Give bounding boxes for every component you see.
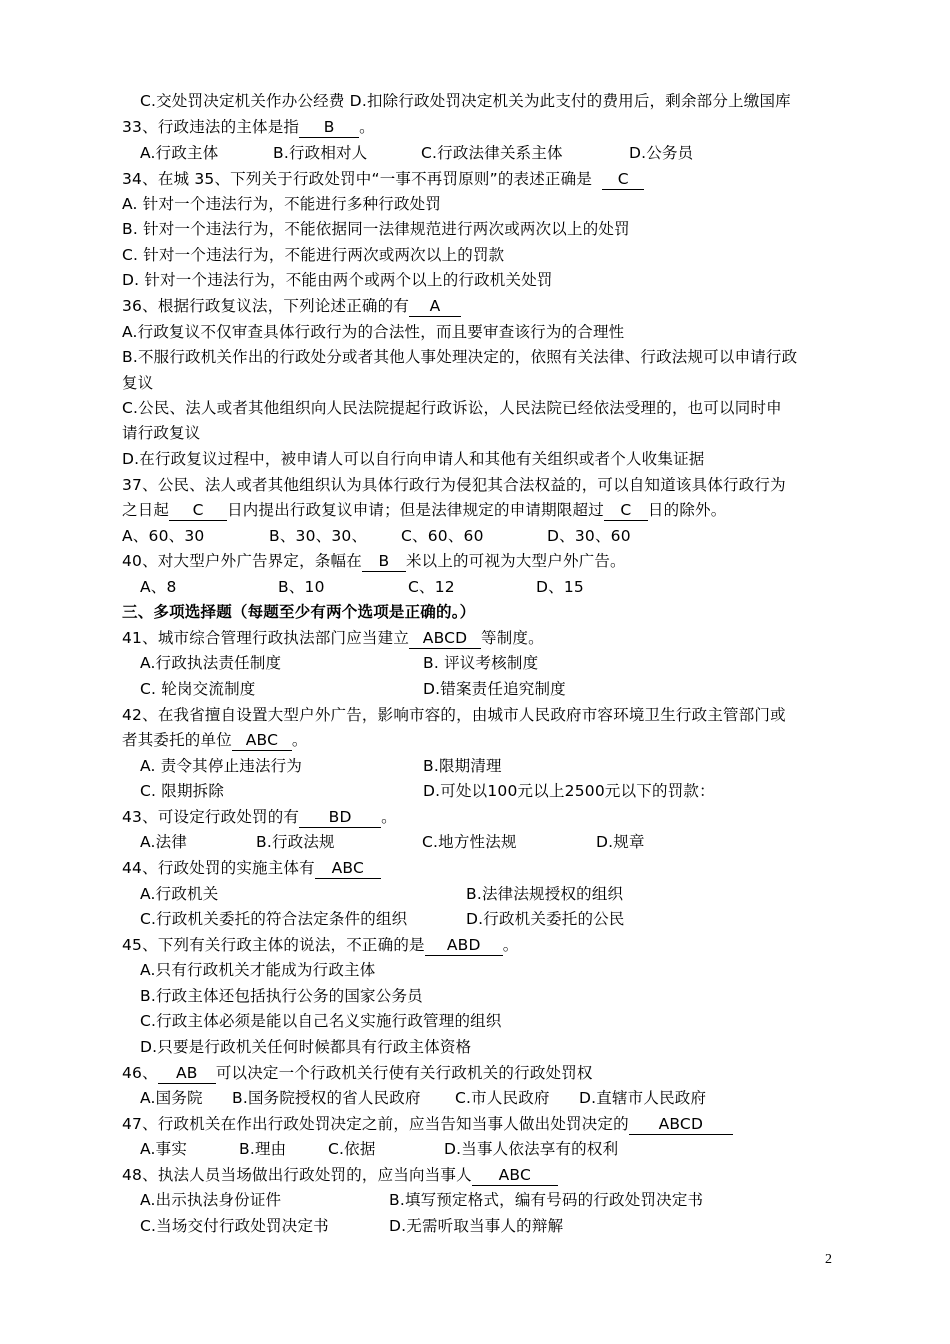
option-line: C. 针对一个违法行为，不能进行两次或两次以上的罚款 — [122, 246, 505, 264]
question-44: 44、行政处罚的实施主体有 ABC — [122, 856, 840, 881]
answer-blank: ABC — [315, 858, 381, 879]
question-47: 47、行政机关在作出行政处罚决定之前，应当告知当事人做出处罚决定的 ABCD — [122, 1112, 840, 1137]
option-d: D.行政机关委托的公民 — [466, 910, 625, 928]
option-d: D.错案责任追究制度 — [423, 680, 566, 698]
question-41-options — [140, 677, 840, 702]
option-line: D.只要是行政机关任何时候都具有行政主体资格 — [140, 1038, 472, 1056]
option-a: A.行政执法责任制度 — [140, 654, 282, 672]
question-43: 43、可设定行政处罚的有 BD 。 — [122, 808, 397, 826]
option-c: C、12 — [408, 578, 455, 596]
option-b: B.填写预定格式，编有号码的行政处罚决定书 — [389, 1191, 704, 1209]
option-line: A.只有行政机关才能成为行政主体 — [140, 961, 376, 979]
text-line: C.交处罚决定机关作办公经费 D.扣除行政处罚决定机关为此支付的费用后，剩余部分上缴国库 — [140, 92, 791, 110]
option-line: C.公民、法人或者其他组织向人民法院提起行政诉讼，人民法院已经依法受理的，也可以同时申 — [122, 399, 782, 417]
question-48: 48、执法人员当场做出行政处罚的，应当向当事人 ABC — [122, 1163, 840, 1188]
answer-blank: B — [299, 117, 359, 138]
option-c: C.市人民政府 — [455, 1089, 550, 1107]
option-line: 复议 — [122, 374, 154, 392]
question-37: 37、公民、法人或者其他组织认为具体行政行为侵犯其合法权益的，可以自知道该具体行政行为 — [122, 476, 786, 494]
question-45: 45、下列有关行政主体的说法，不正确的是 ABD 。 — [122, 936, 519, 954]
answer-blank: C — [169, 500, 227, 521]
answer-blank: ABD — [425, 935, 503, 956]
option-b: B.限期清理 — [423, 757, 502, 775]
question-40-options — [140, 575, 840, 600]
option-a: A.行政机关 — [140, 885, 219, 903]
option-b: B、10 — [278, 578, 325, 596]
question-36: 36、根据行政复议法，下列论述正确的有 A — [122, 294, 840, 319]
option-b: B. 评议考核制度 — [423, 654, 539, 672]
option-c: C、60、60 — [401, 527, 484, 545]
question-33-options — [140, 141, 840, 166]
option-d: D.公务员 — [629, 144, 694, 162]
option-line: A.行政复议不仅审查具体行政行为的合法性，而且要审查该行为的合理性 — [122, 323, 625, 341]
question-48-options — [140, 1188, 840, 1213]
option-a: A.出示执法身份证件 — [140, 1191, 282, 1209]
answer-blank: AB — [158, 1063, 216, 1084]
question-42: 42、在我省擅自设置大型户外广告，影响市容的，由城市人民政府市容环境卫生行政主管部门或 — [122, 706, 786, 724]
option-line: B.不服行政机关作出的行政处分或者其他人事处理决定的，依照有关法律、行政法规可以申请行政 — [122, 348, 798, 366]
option-d: D.无需听取当事人的辩解 — [389, 1217, 564, 1235]
question-42-cont: 者其委托的单位 ABC 。 — [122, 731, 308, 749]
option-line: C.行政主体必须是能以自己名义实施行政管理的组织 — [140, 1012, 502, 1030]
question-33: 33、行政违法的主体是指 B 。 — [122, 118, 375, 136]
option-b: B.法律法规授权的组织 — [466, 885, 624, 903]
section-heading: 三、多项选择题（每题至少有两个选项是正确的。） — [122, 603, 476, 621]
option-a: A.法律 — [140, 833, 188, 851]
option-a: A.行政主体 — [140, 144, 219, 162]
option-b: B、30、30、 — [269, 527, 368, 545]
option-b: B.行政法规 — [256, 833, 335, 851]
option-a: A. 责令其停止违法行为 — [140, 757, 303, 775]
answer-blank: C — [604, 500, 648, 521]
option-a: A.国务院 — [140, 1089, 203, 1107]
question-48-options — [140, 1214, 840, 1239]
answer-blank: ABCD — [629, 1114, 733, 1135]
answer-blank: C — [602, 169, 644, 190]
answer-blank: A — [409, 296, 461, 317]
option-line: D. 针对一个违法行为，不能由两个或两个以上的行政机关处罚 — [122, 271, 553, 289]
question-42-options — [140, 754, 840, 779]
question-34: 34、在城 35、下列关于行政处罚中“一事不再罚原则”的表述正确是 C — [122, 167, 840, 192]
question-40: 40、对大型户外广告界定，条幅在 B 米以上的可视为大型户外广告。 — [122, 552, 626, 570]
answer-blank: ABC — [472, 1165, 558, 1186]
option-a: A.事实 — [140, 1140, 188, 1158]
option-c: C. 限期拆除 — [140, 782, 225, 800]
question-41-options — [140, 651, 840, 676]
question-46: 46、 AB 可以决定一个行政机关行使有关行政机关的行政处罚权 — [122, 1064, 593, 1082]
option-line: B.行政主体还包括执行公务的国家公务员 — [140, 987, 423, 1005]
option-d: D.可处以100元以上2500元以下的罚款： — [423, 782, 715, 800]
answer-blank: ABC — [232, 730, 292, 751]
question-44-options — [140, 907, 840, 932]
option-line: A. 针对一个违法行为，不能进行多种行政处罚 — [122, 195, 442, 213]
question-44-options — [140, 882, 840, 907]
option-line: 请行政复议 — [122, 424, 201, 442]
option-a: A、8 — [140, 578, 177, 596]
option-c: C.当场交付行政处罚决定书 — [140, 1217, 329, 1235]
option-b: B.国务院授权的省人民政府 — [232, 1089, 421, 1107]
answer-blank: BD — [299, 807, 381, 828]
question-41: 41、城市综合管理行政执法部门应当建立 ABCD 等制度。 — [122, 629, 544, 647]
answer-blank: ABCD — [409, 628, 481, 649]
option-d: D.当事人依法享有的权利 — [444, 1140, 619, 1158]
option-c: C.行政法律关系主体 — [421, 144, 563, 162]
page-number: 2 — [825, 1252, 832, 1267]
question-37-options — [122, 524, 840, 549]
question-42-options — [140, 779, 840, 804]
question-43-options — [140, 830, 840, 855]
option-b: B.理由 — [239, 1140, 287, 1158]
option-d: D.规章 — [596, 833, 645, 851]
option-d: D、15 — [536, 578, 584, 596]
option-d: D、30、60 — [547, 527, 631, 545]
option-line: B. 针对一个违法行为，不能依据同一法律规范进行两次或两次以上的处罚 — [122, 220, 630, 238]
option-c: C.依据 — [328, 1140, 376, 1158]
option-c: C. 轮岗交流制度 — [140, 680, 256, 698]
option-d: D.直辖市人民政府 — [579, 1089, 707, 1107]
option-a: A、60、30 — [122, 527, 205, 545]
option-c: C.行政机关委托的符合法定条件的组织 — [140, 910, 408, 928]
option-line: D.在行政复议过程中，被申请人可以自行向申请人和其他有关组织或者个人收集证据 — [122, 450, 705, 468]
question-37-cont: 之日起 C 日内提出行政复议申请；但是法律规定的申请期限超过 C 日的除外。 — [122, 501, 727, 519]
option-c: C.地方性法规 — [422, 833, 517, 851]
question-47-options — [140, 1137, 840, 1162]
answer-blank: B — [362, 551, 406, 572]
option-b: B.行政相对人 — [273, 144, 368, 162]
question-46-options — [140, 1086, 840, 1111]
